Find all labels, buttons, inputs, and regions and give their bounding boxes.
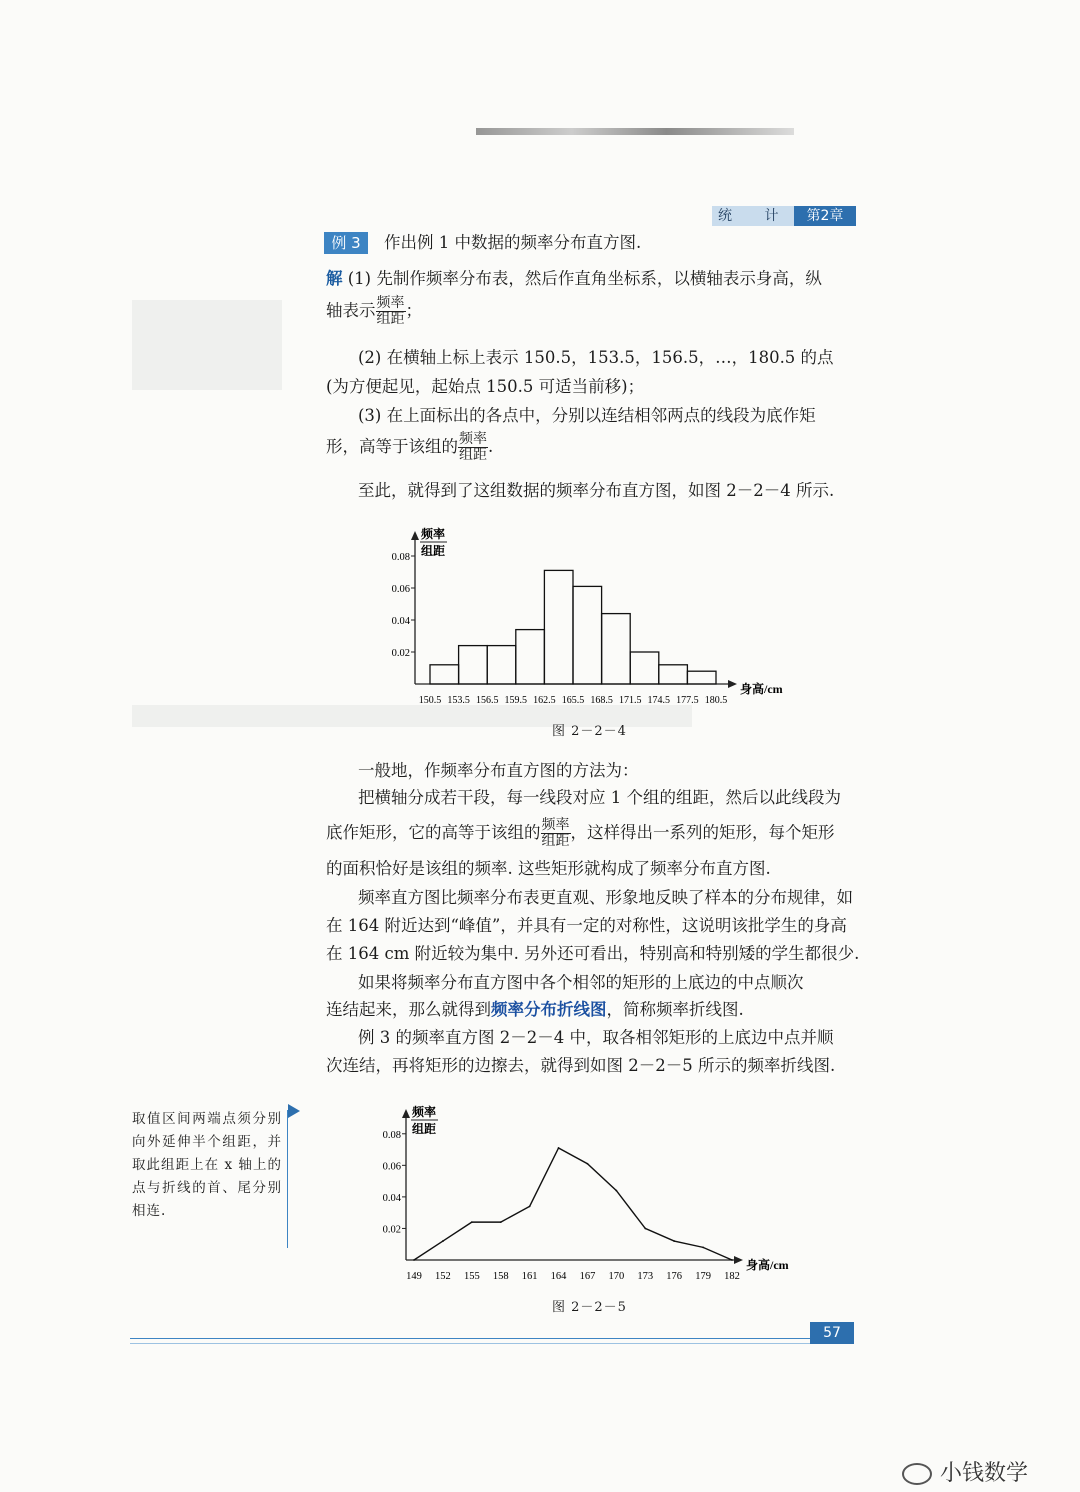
x-tick-label: 156.5 xyxy=(475,695,499,706)
histogram-bar xyxy=(602,614,631,684)
y-axis-label-denominator: 组距 xyxy=(412,1122,437,1136)
histogram-bar xyxy=(516,630,545,684)
body-p5-b: 次连结，再将矩形的边擦去，就得到如图 2－2－5 所示的频率折线图. xyxy=(326,1056,836,1075)
x-axis-arrow-icon xyxy=(734,1256,743,1264)
histogram-figure xyxy=(370,518,810,710)
histogram-bar xyxy=(630,652,659,684)
x-axis-label: 身高/cm xyxy=(746,1258,789,1272)
side-note: 取值区间两端点须分别向外延伸半个组距，并取此组距上在 x 轴上的点与折线的首、尾分别相连. xyxy=(132,1111,282,1219)
step3-line-a: (3) 在上面标出的各点中，分别以连结相邻两点的线段为底作矩 xyxy=(358,406,816,425)
polygon-vertex xyxy=(702,1246,704,1248)
solution-label: 解 xyxy=(326,269,343,288)
polygon-vertex xyxy=(587,1163,589,1165)
x-tick-label: 180.5 xyxy=(704,695,728,706)
polygon-vertex xyxy=(558,1147,560,1149)
x-tick-label: 149 xyxy=(406,1271,422,1282)
y-axis-label-numerator: 频率 xyxy=(421,527,446,541)
conclusion-line: 至此，就得到了这组数据的频率分布直方图，如图 2－2－4 所示. xyxy=(358,481,835,500)
y-axis-label-numerator: 频率 xyxy=(412,1105,437,1119)
polygon-vertex xyxy=(471,1221,473,1223)
example-badge: 例 3 xyxy=(324,232,368,254)
body-p4-b xyxy=(326,997,744,1023)
y-tick-label: 0.06 xyxy=(382,1161,401,1173)
x-tick-label: 161 xyxy=(521,1271,538,1282)
step3-text-b-end: . xyxy=(488,437,494,456)
y-tick-label: 0.04 xyxy=(382,1192,401,1204)
fraction-denominator: 组距 xyxy=(376,311,405,327)
top-scan-bar xyxy=(476,128,794,135)
body-p4-b-text: 连结起来，那么就得到 xyxy=(326,1000,491,1019)
fraction-numerator: 频率 xyxy=(376,295,405,311)
polygon-vertex xyxy=(500,1221,502,1223)
x-tick-label: 168.5 xyxy=(590,695,613,706)
histogram-bar xyxy=(487,646,516,684)
histogram-bar xyxy=(659,665,688,684)
polygon-vertex xyxy=(644,1228,646,1230)
polygon-vertex xyxy=(673,1240,675,1242)
step1-line-b xyxy=(326,296,422,327)
polygon-vertex xyxy=(529,1205,531,1207)
body-p1: 一般地，作频率分布直方图的方法为： xyxy=(358,761,639,780)
y-tick-label: 0.04 xyxy=(391,616,410,627)
x-tick-label: 173 xyxy=(637,1271,654,1282)
x-tick-label: 182 xyxy=(724,1271,740,1282)
wechat-icon xyxy=(902,1463,932,1485)
frequency-polygon-line xyxy=(414,1148,732,1260)
fraction-1 xyxy=(376,296,406,327)
x-tick-label: 159.5 xyxy=(504,695,528,706)
body-p2-c: 的面积恰好是该组的频率. 这些矩形就构成了频率分布直方图. xyxy=(326,859,771,878)
x-axis-label: 身高/cm xyxy=(740,682,783,696)
step3-line-b xyxy=(326,432,493,463)
note-flag-icon xyxy=(288,1104,300,1118)
y-tick-label: 0.08 xyxy=(391,552,410,563)
histogram-bar xyxy=(544,570,573,684)
watermark xyxy=(902,1456,1028,1487)
x-tick-label: 170 xyxy=(608,1271,625,1282)
histogram-bar xyxy=(573,586,602,684)
fraction-2 xyxy=(458,432,488,463)
step1-text-b: 轴表示 xyxy=(326,301,376,320)
x-tick-label: 165.5 xyxy=(561,695,585,706)
y-axis-arrow-icon xyxy=(402,1109,410,1118)
x-tick-label: 179 xyxy=(695,1271,711,1282)
x-tick-label: 167 xyxy=(579,1271,596,1282)
page-number: 57 xyxy=(810,1322,854,1344)
step2-line-b: (为方便起见，起始点 150.5 可适当前移)； xyxy=(326,377,645,396)
histogram-bar xyxy=(687,671,716,684)
step1-line-a xyxy=(326,266,822,292)
y-axis-arrow-icon xyxy=(411,531,419,540)
x-axis-arrow-icon xyxy=(728,680,737,688)
x-tick-label: 171.5 xyxy=(618,695,642,706)
x-tick-label: 155 xyxy=(463,1271,480,1282)
show-through-left xyxy=(132,300,282,390)
polygon-vertex xyxy=(442,1240,444,1242)
body-p3-a: 频率直方图比频率分布表更直观、形象地反映了样本的分布规律，如 xyxy=(358,888,853,907)
x-tick-label: 174.5 xyxy=(647,695,671,706)
section-label: 统 计 xyxy=(712,206,794,226)
y-axis-label-denominator: 组距 xyxy=(421,544,446,558)
body-p2-b xyxy=(326,818,835,849)
fraction-3 xyxy=(541,818,571,849)
x-tick-label: 158 xyxy=(492,1271,509,1282)
note-rule xyxy=(287,1110,288,1248)
chapter-header xyxy=(712,206,856,226)
fraction-numerator: 频率 xyxy=(459,431,487,447)
fraction-denominator: 组距 xyxy=(459,447,487,463)
body-p5-a: 例 3 的频率直方图 2－2－4 中，取各相邻矩形的上底边中点并顺 xyxy=(358,1028,834,1047)
body-p3-c: 在 164 cm 附近较为集中. 另外还可看出，特别高和特别矮的学生都很少. xyxy=(326,944,860,963)
watermark-text: 小钱数学 xyxy=(940,1461,1029,1486)
x-tick-label: 162.5 xyxy=(533,695,556,706)
x-tick-label: 164 xyxy=(550,1271,567,1282)
histogram-bar xyxy=(430,665,459,684)
chapter-label: 第2章 xyxy=(794,206,856,226)
step2-line-a: (2) 在横轴上标上表示 150.5，153.5，156.5，…，180.5 的点 xyxy=(358,348,834,367)
example-title: 作出例 1 中数据的频率分布直方图. xyxy=(384,233,642,252)
frequency-polygon-figure xyxy=(366,1094,812,1290)
x-tick-label: 150.5 xyxy=(418,695,442,706)
y-tick-label: 0.02 xyxy=(391,648,410,659)
polygon-vertex xyxy=(615,1190,617,1192)
body-p4-b-end: ，简称频率折线图. xyxy=(606,1000,744,1019)
body-p3-b: 在 164 附近达到“峰值”，并具有一定的对称性，这说明该批学生的身高 xyxy=(326,916,847,935)
x-tick-label: 177.5 xyxy=(676,695,699,706)
polygon-vertex xyxy=(731,1259,733,1261)
body-p2-b-text: 底作矩形，它的高等于该组的 xyxy=(326,823,541,842)
figure2-caption: 图 2－2－5 xyxy=(552,1300,627,1315)
step1-text-a: (1) 先制作频率分布表，然后作直角坐标系，以横轴表示身高，纵 xyxy=(347,269,822,288)
y-tick-label: 0.02 xyxy=(382,1224,401,1236)
histogram-bar xyxy=(459,646,488,684)
polygon-vertex xyxy=(413,1259,415,1261)
x-tick-label: 152 xyxy=(435,1271,451,1282)
y-tick-label: 0.08 xyxy=(382,1129,401,1141)
x-tick-label: 176 xyxy=(666,1271,683,1282)
footer-rule xyxy=(130,1338,810,1344)
term-frequency-polygon: 频率分布折线图 xyxy=(491,1000,607,1019)
body-p2-a: 把横轴分成若干段，每一线段对应 1 个组的组距，然后以此线段为 xyxy=(358,788,841,807)
step1-text-b-end: ； xyxy=(405,301,422,320)
x-tick-label: 153.5 xyxy=(447,695,470,706)
fraction-numerator: 频率 xyxy=(541,817,570,833)
y-tick-label: 0.06 xyxy=(391,584,410,595)
body-p4-a: 如果将频率分布直方图中各个相邻的矩形的上底边的中点顺次 xyxy=(358,973,804,992)
fraction-denominator: 组距 xyxy=(541,833,570,849)
step3-text-b: 形，高等于该组的 xyxy=(326,437,458,456)
body-p2-b-end: ，这样得出一系列的矩形，每个矩形 xyxy=(570,823,835,842)
figure1-caption: 图 2－2－4 xyxy=(552,724,627,739)
